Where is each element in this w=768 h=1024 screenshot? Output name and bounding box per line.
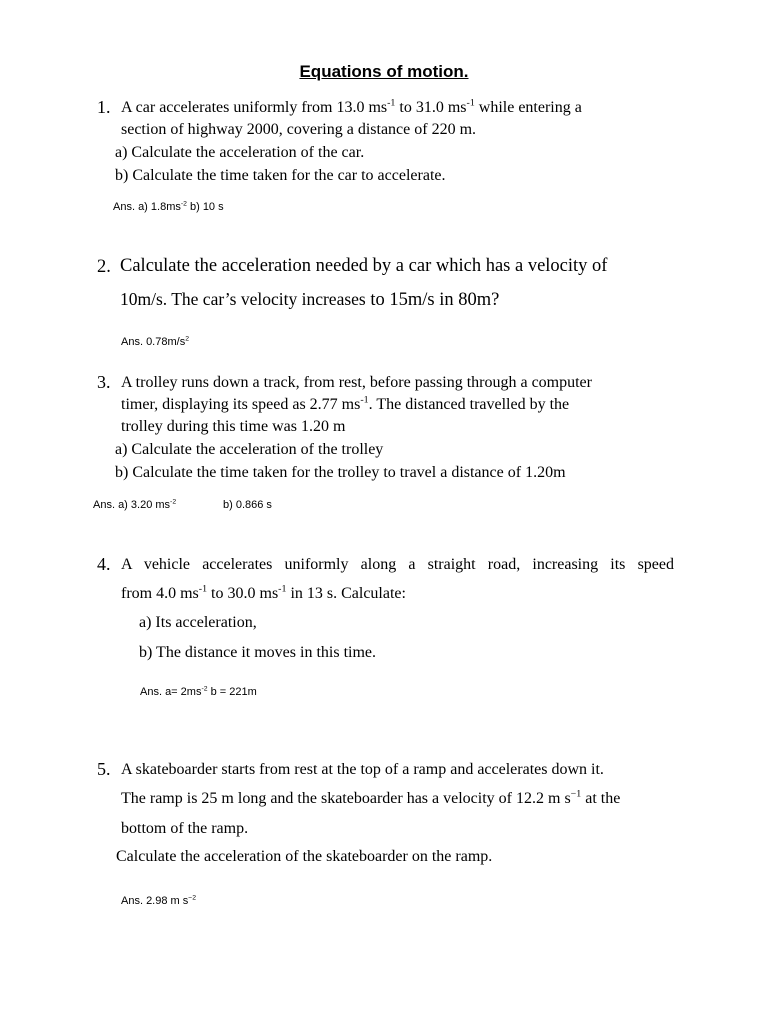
answer xyxy=(121,895,196,907)
text-run: to 30.0 ms xyxy=(207,585,279,602)
answer-text: b) 10 s xyxy=(186,201,224,213)
sub-question-b: b) Calculate the time taken for the trolley to travel a distance of 1.20m xyxy=(115,464,566,481)
exponent: -1 xyxy=(387,97,396,109)
sub-question-a: a) Its acceleration, xyxy=(139,614,257,631)
question-number: 4. xyxy=(97,554,111,574)
question-text-line xyxy=(120,289,499,311)
answer-text: Ans. a) 1.8ms xyxy=(113,201,181,213)
question-text-line xyxy=(121,99,582,117)
answer xyxy=(121,336,189,348)
text-run: . The distanced travelled by the xyxy=(368,396,570,413)
question-text-line: A skateboarder starts from rest at the top of a ramp and accelerates down it. xyxy=(121,761,604,778)
exponent: −1 xyxy=(570,788,582,800)
exponent: -2 xyxy=(180,200,187,208)
text-run: timer, displaying its speed as 2.77 ms xyxy=(121,396,361,413)
exponent: -1 xyxy=(466,97,475,109)
text-run: from 4.0 ms xyxy=(121,585,199,602)
question-text-line: A vehicle accelerates uniformly along a straight road, increasing its speed xyxy=(121,556,674,573)
text-run: at the xyxy=(581,790,621,807)
exponent: -2 xyxy=(170,498,177,506)
question-text-line xyxy=(121,585,406,603)
exponent: 2 xyxy=(185,335,189,343)
exponent: -1 xyxy=(278,583,287,595)
sub-question-a: a) Calculate the acceleration of the trolley xyxy=(115,441,384,458)
question-number: 5. xyxy=(97,759,111,779)
question-text-line: Calculate the acceleration needed by a car which has a velocity of xyxy=(120,256,608,276)
text-run: to 15m/s in 80m? xyxy=(365,290,500,310)
answer-text: Ans. a= 2ms xyxy=(140,686,202,698)
question-number: 3. xyxy=(97,372,111,392)
question-text-line: Calculate the acceleration of the skateboarder on the ramp. xyxy=(116,848,493,865)
question-number: 1. xyxy=(97,97,111,117)
text-run: while entering a xyxy=(474,99,582,116)
exponent: -1 xyxy=(360,394,369,406)
exponent: -2 xyxy=(201,685,208,693)
text-run: to 31.0 ms xyxy=(395,99,467,116)
sub-question-b: b) The distance it moves in this time. xyxy=(139,644,376,661)
question-text-line: A trolley runs down a track, from rest, before passing through a computer xyxy=(121,374,592,391)
text-run: The ramp is 25 m long and the skateboarder has a velocity of 12.2 m s xyxy=(121,790,571,807)
answer-text: b) 0.866 s xyxy=(223,499,272,511)
question-text-line: bottom of the ramp. xyxy=(121,820,249,837)
answer-text: Ans. 0.78m/s xyxy=(121,336,186,348)
answer-text: b = 221m xyxy=(207,686,257,698)
question-text-line: trolley during this time was 1.20 m xyxy=(121,418,346,435)
text-run: 10m/s. The car’s velocity increases xyxy=(120,289,366,309)
exponent: -1 xyxy=(198,583,208,595)
page-title: Equations of motion. xyxy=(299,62,469,81)
text-run: A car accelerates uniformly from 13.0 ms xyxy=(121,99,388,116)
exponent: −2 xyxy=(188,894,197,902)
question-text-line: section of highway 2000, covering a distance of 220 m. xyxy=(121,121,477,138)
text-run: in 13 s. Calculate: xyxy=(286,585,406,602)
question-number: 2. xyxy=(97,257,111,277)
answer xyxy=(93,499,176,511)
question-text-line xyxy=(121,396,569,414)
answer xyxy=(140,686,257,698)
answer xyxy=(113,201,224,213)
question-text-line xyxy=(121,790,620,808)
answer-text: Ans. a) 3.20 ms xyxy=(93,499,171,511)
sub-question-a: a) Calculate the acceleration of the car. xyxy=(115,144,365,161)
sub-question-b: b) Calculate the time taken for the car to accelerate. xyxy=(115,167,446,184)
answer-text: Ans. 2.98 m s xyxy=(121,895,189,907)
